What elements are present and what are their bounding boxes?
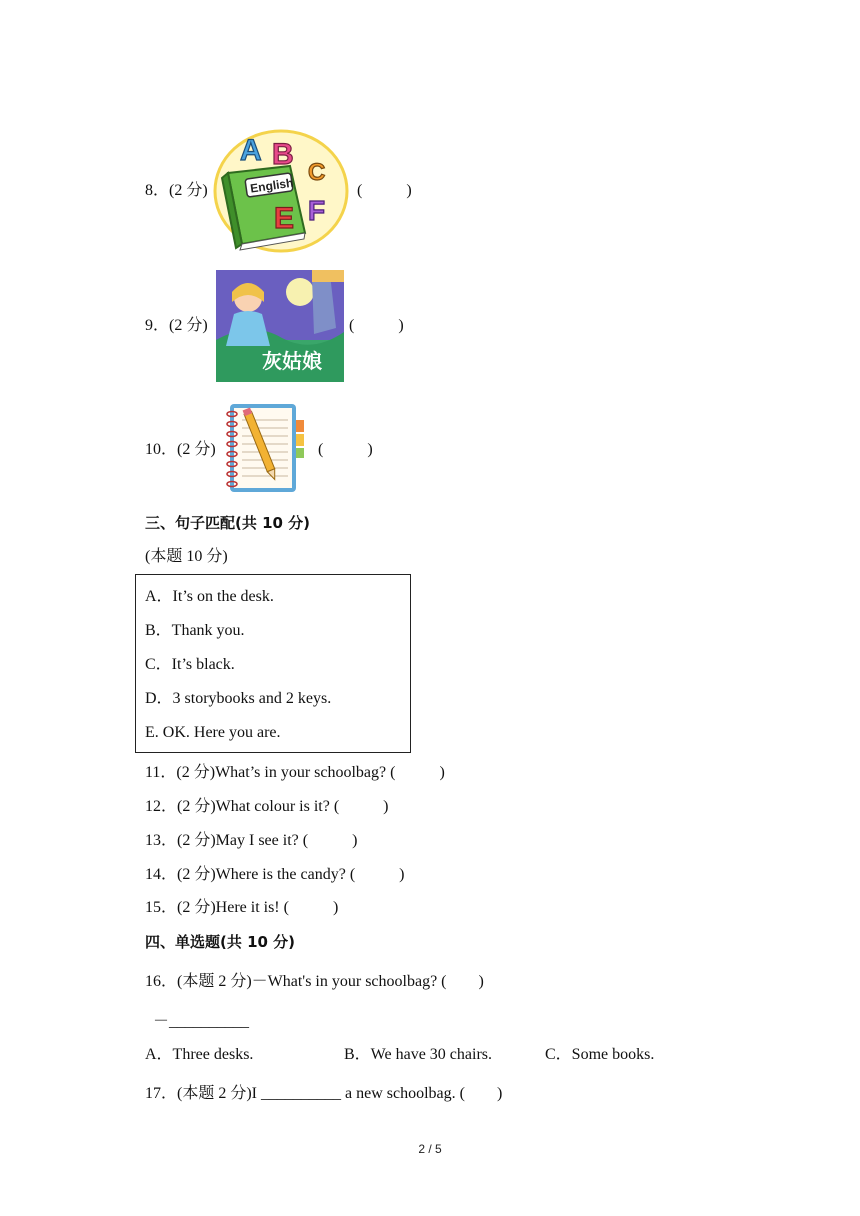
option-e: E. OK. Here you are.	[145, 724, 281, 741]
question-16-stem: 16．(本题 2 分)－What's in your schoolbag? ( )	[145, 973, 484, 990]
option-a: A．It’s on the desk.	[145, 588, 274, 605]
letter-c: C	[308, 159, 326, 186]
letter-b: B	[272, 138, 294, 171]
question-9-blank[interactable]: ( )	[349, 317, 404, 334]
question-17-stem[interactable]: 17．(本题 2 分)I __________ a new schoolbag. ( )	[145, 1085, 503, 1102]
option-b: B．Thank you.	[145, 622, 245, 639]
option-d: D．3 storybooks and 2 keys.	[145, 690, 332, 707]
section-3-note: (本题 10 分)	[145, 548, 228, 565]
letter-f: F	[308, 195, 326, 226]
question-11[interactable]: 11．(2 分)What’s in your schoolbag? ( )	[145, 764, 445, 781]
cinderella-storybook-icon	[212, 268, 346, 386]
english-book-icon	[210, 128, 352, 254]
question-10-label: 10．(2 分)	[145, 441, 216, 458]
question-8-label: 8．(2 分)	[145, 182, 208, 199]
storybook-title: 灰姑娘	[262, 349, 322, 373]
english-book-text: English	[249, 175, 295, 196]
section-4-heading: 四、单选题(共 10 分)	[145, 933, 296, 951]
question-12[interactable]: 12．(2 分)What colour is it? ( )	[145, 798, 389, 815]
question-15[interactable]: 15．(2 分)Here it is! ( )	[145, 899, 339, 916]
question-10-blank[interactable]: ( )	[318, 441, 373, 458]
letter-e: E	[274, 202, 295, 235]
question-9-label: 9．(2 分)	[145, 317, 208, 334]
section-3-heading: 三、句子匹配(共 10 分)	[145, 514, 311, 532]
notebook-pencil-icon	[220, 400, 308, 496]
question-16-answer-line[interactable]: －__________	[153, 1013, 250, 1030]
question-16-option-a[interactable]: A．Three desks.	[145, 1046, 254, 1063]
question-16-option-c[interactable]: C．Some books.	[545, 1046, 655, 1063]
question-8-blank[interactable]: ( )	[357, 182, 412, 199]
page-number: 2 / 5	[418, 1142, 442, 1156]
question-13[interactable]: 13．(2 分)May I see it? ( )	[145, 832, 358, 849]
question-14[interactable]: 14．(2 分)Where is the candy? ( )	[145, 866, 405, 883]
question-16-option-b[interactable]: B．We have 30 chairs.	[344, 1046, 493, 1063]
letter-a: A	[240, 134, 262, 167]
option-c: C．It’s black.	[145, 656, 235, 673]
